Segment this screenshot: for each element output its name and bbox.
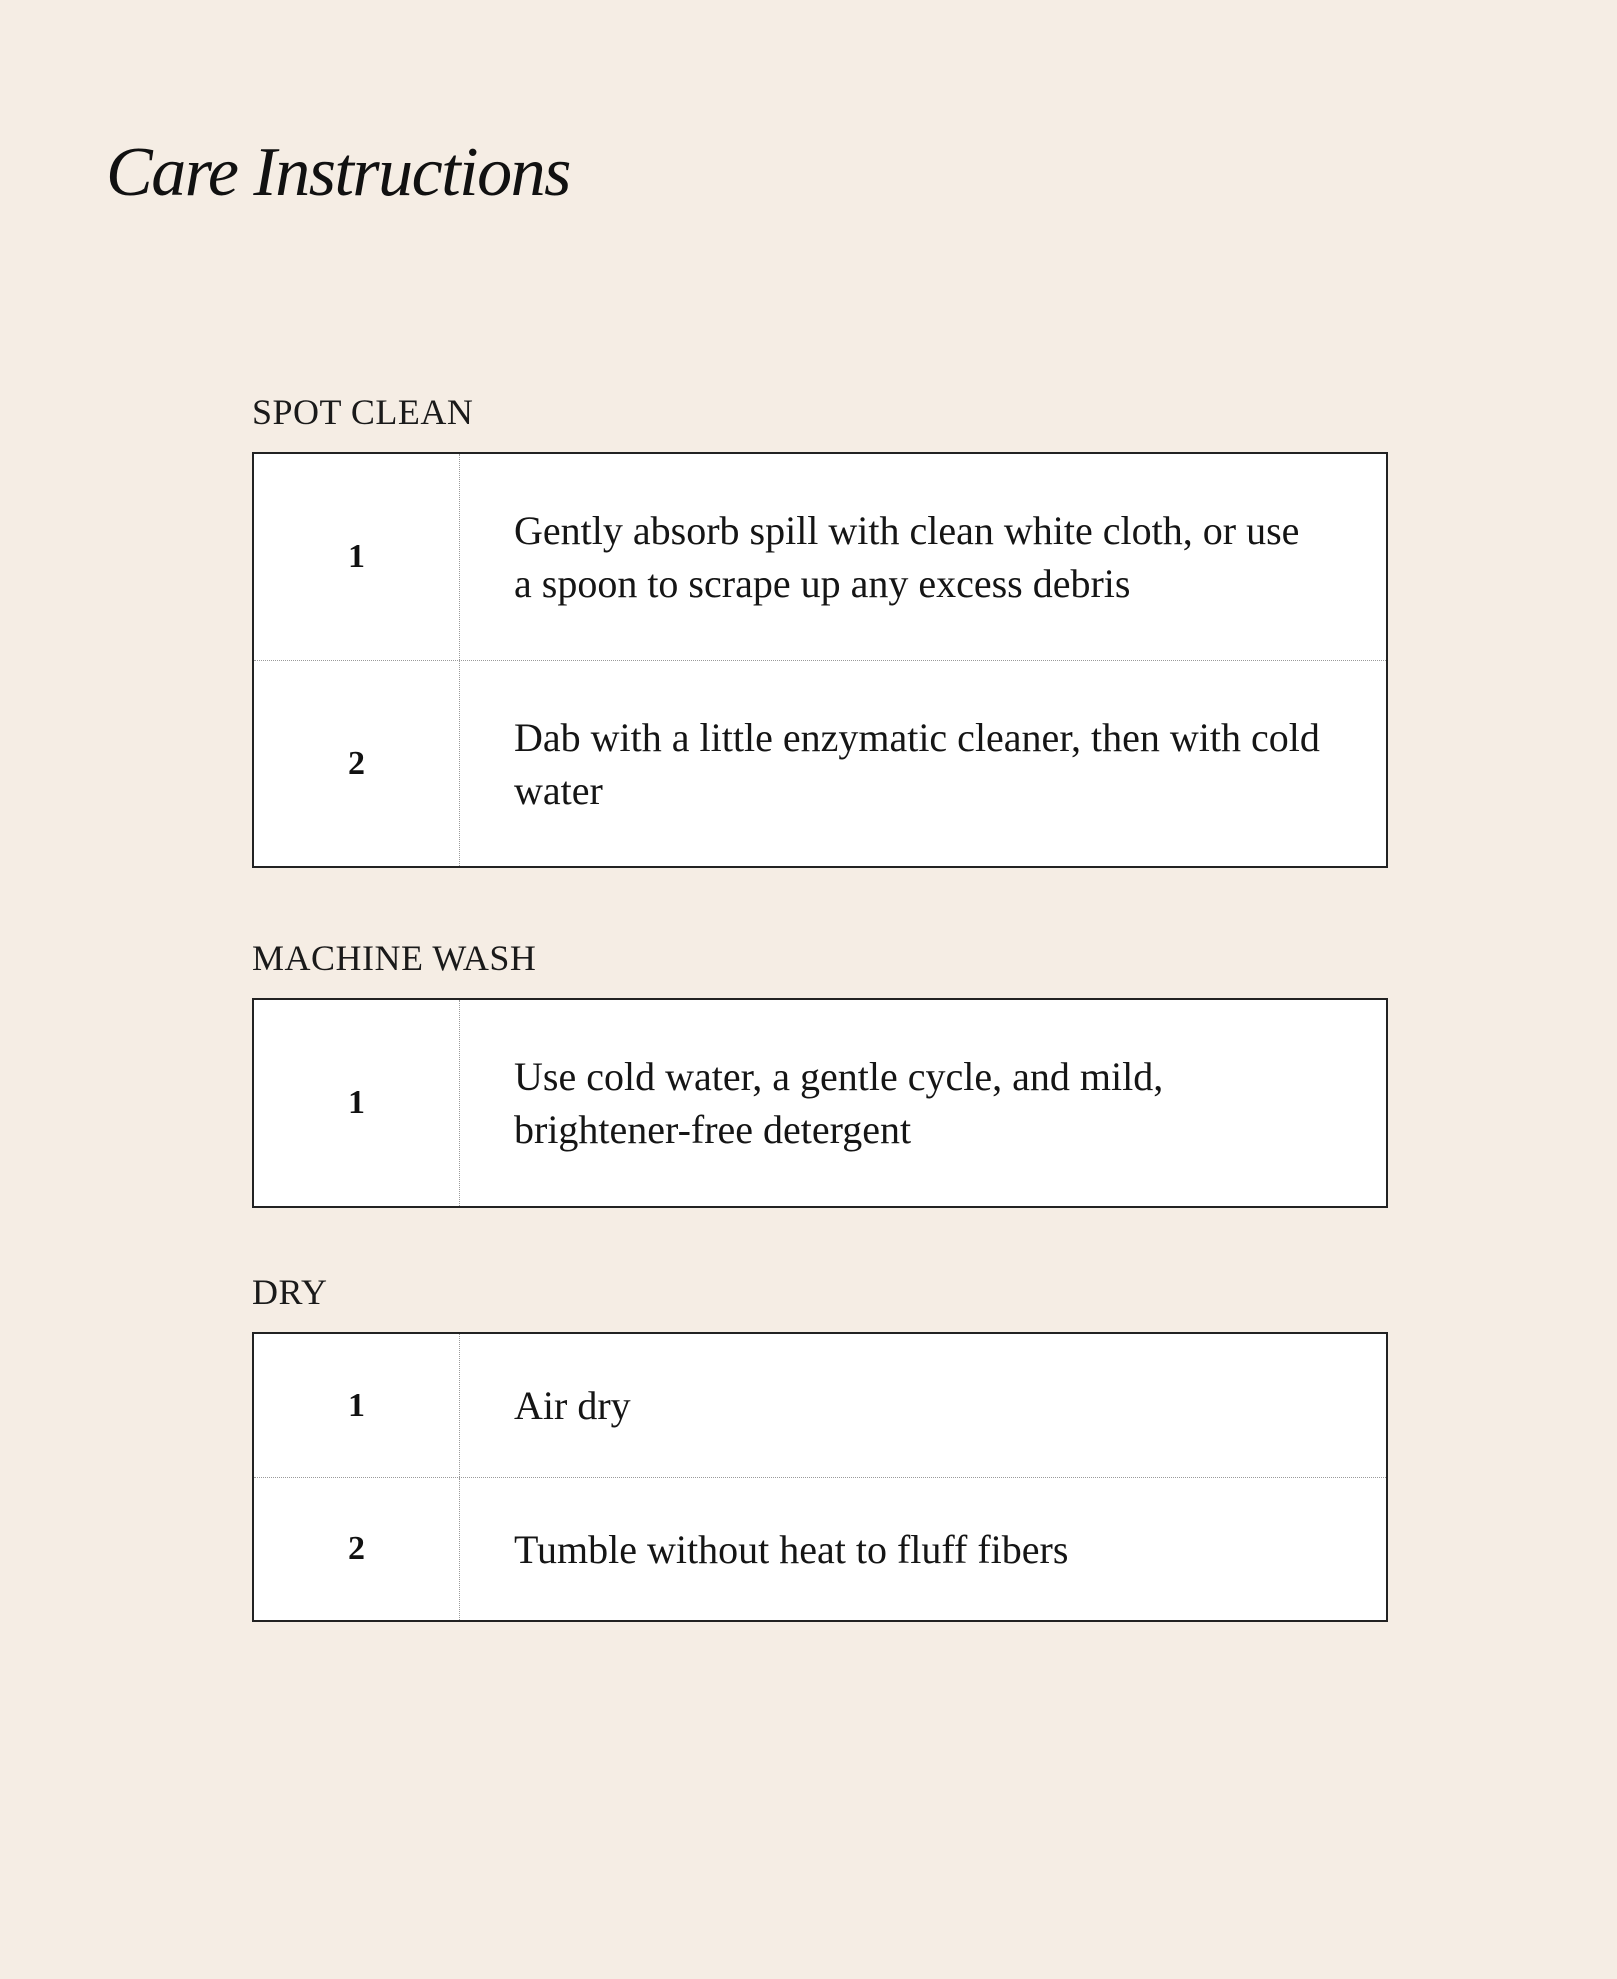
step-number: 1 (254, 454, 460, 660)
step-row (254, 1334, 1386, 1477)
steps-table-spot-clean (252, 452, 1388, 868)
step-row (254, 454, 1386, 660)
step-text: Air dry (514, 1383, 631, 1428)
page-title: Care Instructions (106, 134, 570, 211)
step-number: 1 (254, 1334, 460, 1477)
steps-table-machine-wash (252, 998, 1388, 1208)
section-heading-dry: DRY (252, 1272, 328, 1312)
steps-table-dry (252, 1332, 1388, 1622)
section-spot-clean (252, 392, 1388, 868)
step-text: Tumble without heat to fluff fibers (514, 1526, 1069, 1572)
section-machine-wash (252, 938, 1388, 1208)
section-heading-machine-wash: MACHINE WASH (252, 938, 537, 978)
step-row (254, 660, 1386, 866)
section-dry (252, 1272, 1388, 1622)
step-row (254, 1477, 1386, 1620)
step-text: Dab with a little enzymatic cleaner, then with cold water (514, 714, 1320, 813)
step-number: 2 (254, 1478, 460, 1620)
step-text: Use cold water, a gentle cycle, and mild, brightener-free detergent (514, 1054, 1164, 1152)
step-text: Gently absorb spill with clean white cloth, or use a spoon to scrape up any excess debris (514, 508, 1300, 606)
step-number: 2 (254, 661, 460, 866)
section-heading-spot-clean: SPOT CLEAN (252, 392, 474, 432)
step-number: 1 (254, 1000, 460, 1206)
step-row (254, 1000, 1386, 1206)
